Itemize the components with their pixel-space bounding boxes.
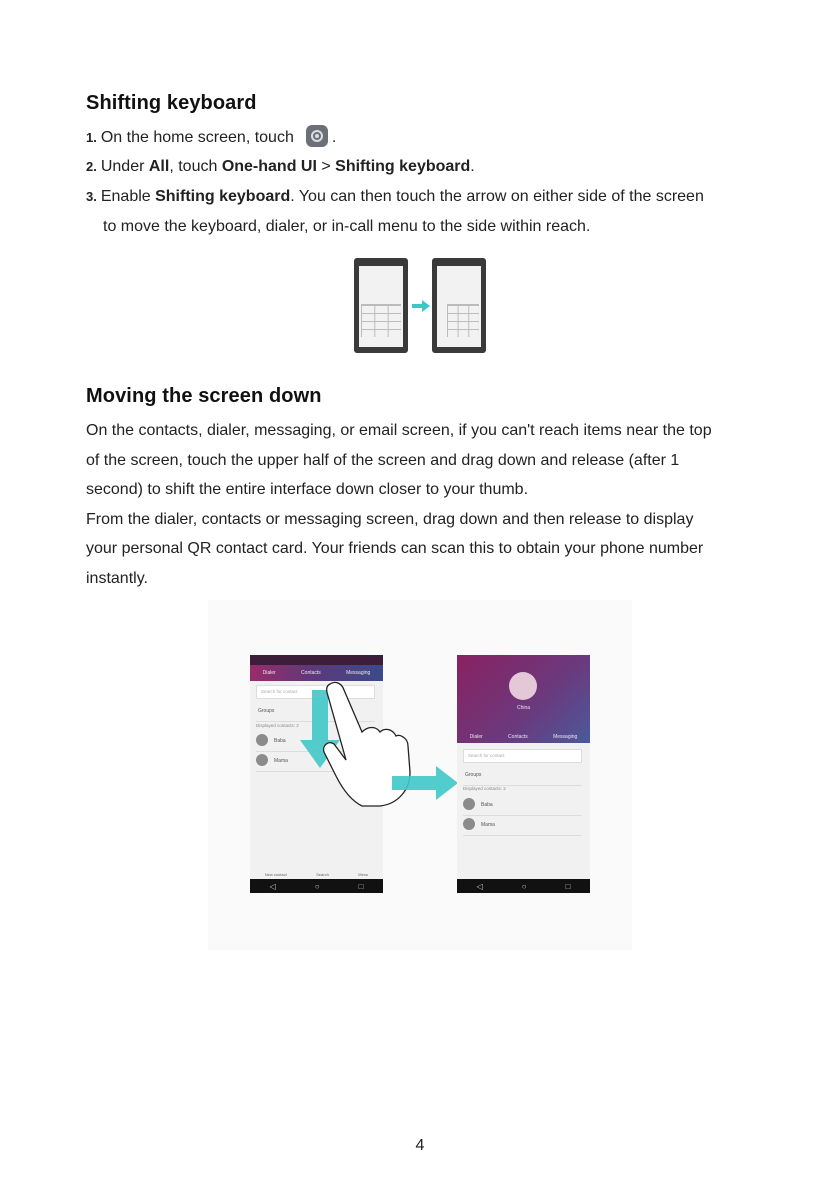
displayed-contacts-label: Displayed contacts: 2 — [463, 786, 506, 791]
step-1 — [86, 127, 336, 149]
tab-dialer: Dialer — [469, 734, 483, 740]
contacts-tabs — [250, 665, 383, 681]
phone-after-illustration — [432, 258, 486, 353]
recents-icon: □ — [358, 881, 364, 891]
step-text: Under — [100, 158, 149, 175]
step-bold-shifting-keyboard: Shifting keyboard — [335, 158, 471, 175]
paragraph-line: From the dialer, contacts or messaging screen, drag down and then release to display — [86, 510, 694, 528]
keypad-grid — [361, 304, 401, 337]
menu-action: Menu — [358, 872, 369, 877]
contact-name: Baba — [481, 802, 493, 808]
paragraph-line: instantly. — [86, 569, 148, 587]
nav-bar — [457, 879, 590, 893]
step-bold-shifting-keyboard: Shifting keyboard — [155, 188, 291, 205]
step-text: > — [316, 158, 336, 175]
tab-contacts: Contacts — [301, 670, 321, 676]
settings-gear-icon — [306, 125, 328, 147]
step-number: 3. — [86, 189, 97, 204]
list-item — [463, 795, 582, 816]
nav-bar — [250, 879, 383, 893]
step-text: On the home screen, touch — [100, 129, 294, 147]
step-text: Enable — [100, 188, 156, 205]
contacts-screen-right — [457, 655, 590, 893]
step-text: , touch — [169, 158, 222, 175]
paragraph-line: of the screen, touch the upper half of the screen and drag down and release (after 1 — [86, 451, 680, 469]
step-3 — [86, 187, 704, 207]
contact-name: Mama — [274, 758, 288, 764]
right-arrow-icon — [412, 300, 430, 312]
section-title-moving-screen-down: Moving the screen down — [86, 385, 322, 407]
avatar — [256, 734, 268, 746]
home-icon: ○ — [314, 881, 320, 891]
step-bold-one-hand-ui: One-hand UI — [221, 158, 317, 175]
profile-name: China — [516, 705, 531, 711]
bottom-actions — [250, 857, 383, 879]
paragraph-moving-screen — [86, 416, 766, 593]
contacts-tabs — [457, 729, 590, 745]
right-arrow-icon — [392, 766, 458, 800]
page-number: 4 — [415, 1137, 425, 1154]
avatar — [256, 754, 268, 766]
groups-label: Groups — [465, 772, 482, 778]
tab-dialer: Dialer — [262, 670, 276, 676]
paragraph-line: second) to shift the entire interface down closer to your thumb. — [86, 481, 529, 498]
step-number: 1. — [86, 130, 97, 146]
step-text-end: . — [331, 129, 337, 147]
list-item — [463, 815, 582, 836]
section-title-shifting-keyboard: Shifting keyboard — [86, 92, 257, 114]
back-icon: ◁ — [476, 881, 483, 891]
groups-label: Groups — [258, 708, 275, 714]
step-number: 2. — [86, 159, 97, 174]
home-icon: ○ — [521, 881, 527, 891]
step-text: . — [470, 158, 475, 175]
keypad-grid-shifted — [447, 304, 479, 337]
avatar — [463, 818, 475, 830]
tab-contacts: Contacts — [508, 734, 528, 740]
paragraph-line: your personal QR contact card. Your friends can scan this to obtain your phone number — [86, 540, 704, 557]
profile-avatar — [509, 672, 537, 700]
tab-messaging: Messaging — [553, 734, 578, 740]
step-text: . You can then touch the arrow on either side of the screen — [290, 188, 704, 205]
phone-before-illustration — [354, 258, 408, 353]
new-contact-action: New contact — [264, 872, 287, 877]
contact-name: Baba — [274, 738, 286, 744]
displayed-contacts-label: Displayed contacts: 2 — [256, 723, 299, 728]
tab-messaging: Messaging — [346, 670, 371, 676]
search-input: Search for contact — [463, 749, 582, 763]
step-2 — [86, 157, 475, 177]
step-bold-all: All — [148, 158, 170, 175]
recents-icon: □ — [565, 881, 571, 891]
search-input: Search for contact — [256, 685, 375, 699]
contact-name: Mama — [481, 822, 495, 828]
avatar — [463, 798, 475, 810]
paragraph-line: On the contacts, dialer, messaging, or email screen, if you can't reach items near the top — [86, 422, 712, 439]
step-3-line-2: to move the keyboard, dialer, or in-call menu to the side within reach. — [103, 218, 591, 235]
search-action: Search — [316, 872, 329, 877]
back-icon: ◁ — [269, 881, 276, 891]
